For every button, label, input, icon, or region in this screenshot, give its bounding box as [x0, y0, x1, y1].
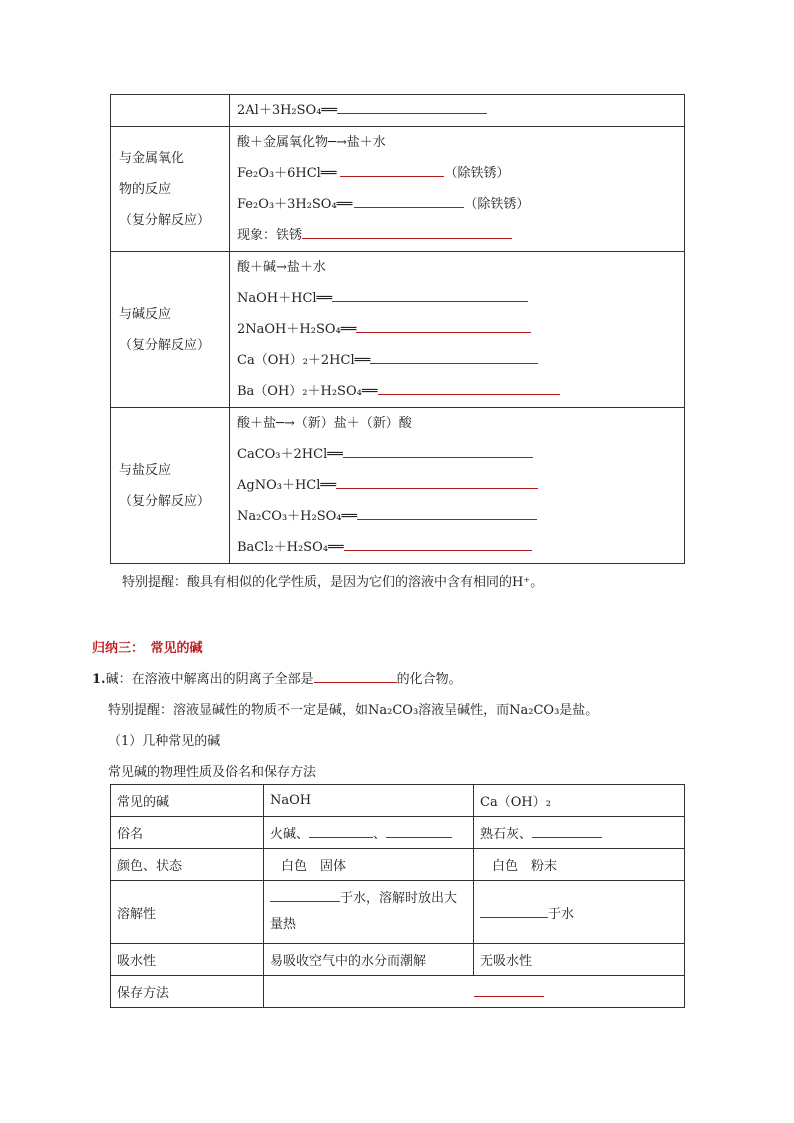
- table-row: [111, 817, 685, 849]
- row-content: [230, 95, 685, 127]
- base-definition: [92, 668, 462, 687]
- naoh-solubility: 于水，溶解时放出大 量热: [264, 881, 474, 944]
- row-label: 颜色、状态: [111, 849, 264, 881]
- row-label-empty: [111, 95, 230, 127]
- table-row: [111, 785, 685, 817]
- answer-blank[interactable]: [370, 350, 538, 364]
- row-label-base: [111, 252, 230, 408]
- storage-cell: [264, 976, 685, 1008]
- rust-note: （除铁锈）: [464, 197, 530, 212]
- rule-line: 酸＋金属氧化物─→盐＋水: [237, 135, 386, 150]
- header-cell: Ca（OH）₂: [474, 785, 685, 817]
- answer-blank[interactable]: [480, 904, 548, 918]
- row-label: 保存方法: [111, 976, 264, 1008]
- row-label-salt: [111, 408, 230, 564]
- header-cell: NaOH: [264, 785, 474, 817]
- equation-na2co3-h2so4: Na₂CO₃＋H₂SO₄══: [237, 509, 358, 524]
- answer-blank[interactable]: [302, 225, 512, 239]
- answer-blank[interactable]: [386, 824, 452, 838]
- label-line: 与金属氧化: [119, 150, 185, 166]
- table-row: [111, 127, 685, 252]
- subheading: （1）几种常见的碱: [108, 734, 221, 749]
- answer-blank[interactable]: [314, 669, 397, 683]
- base-properties-table: [110, 784, 685, 1008]
- caoh-color: 白色 粉末: [474, 849, 685, 881]
- acid-note: 特别提醒：酸具有相似的化学性质，是因为它们的溶液中含有相同的H⁺。: [122, 575, 544, 590]
- row-content: [230, 127, 685, 252]
- table-row: [111, 944, 685, 976]
- rule-line: 酸＋碱→盐＋水: [237, 260, 326, 275]
- table-row: [111, 95, 685, 127]
- equation-baoh2-h2so4: Ba（OH）₂＋H₂SO₄══: [237, 384, 378, 399]
- answer-blank[interactable]: [354, 194, 464, 208]
- caoh-names: 熟石灰、: [474, 817, 685, 849]
- equation-agno3-hcl: AgNO₃＋HCl══: [237, 478, 337, 493]
- answer-blank[interactable]: [336, 475, 538, 489]
- table-caption: 常见碱的物理性质及俗名和保存方法: [108, 765, 317, 780]
- row-content: [230, 252, 685, 408]
- naoh-water: 易吸收空气中的水分而潮解: [264, 944, 474, 976]
- label-line: 与盐反应: [119, 462, 172, 478]
- item-number: 1.: [92, 672, 106, 687]
- header-cell: 常见的碱: [111, 785, 264, 817]
- answer-blank[interactable]: [474, 983, 544, 997]
- label-line: 与碱反应: [119, 306, 172, 322]
- table-row: [111, 408, 685, 564]
- table-row: [111, 252, 685, 408]
- answer-blank[interactable]: [332, 288, 528, 302]
- base-note: 特别提醒：溶液显碱性的物质不一定是碱，如Na₂CO₃溶液呈碱性，而Na₂CO₃是盐。: [108, 703, 599, 718]
- definition-end: 的化合物。: [396, 672, 462, 687]
- rust-note: （除铁锈）: [444, 166, 510, 181]
- row-label: 吸水性: [111, 944, 264, 976]
- row-label: 俗名: [111, 817, 264, 849]
- equation-al-h2so4: 2Al＋3H₂SO₄══: [237, 103, 338, 118]
- answer-blank[interactable]: [270, 888, 340, 902]
- definition-text: 碱：在溶液中解离出的阴离子全部是: [105, 672, 314, 687]
- table-row: [111, 849, 685, 881]
- row-content: [230, 408, 685, 564]
- section-title: 归纳三： 常见的碱: [92, 641, 203, 656]
- answer-blank[interactable]: [356, 319, 531, 333]
- equation-caoh2-hcl: Ca（OH）₂＋2HCl══: [237, 353, 371, 368]
- label-line: （复分解反应）: [119, 212, 211, 228]
- table-row: [111, 881, 685, 944]
- answer-blank[interactable]: [337, 100, 487, 114]
- answer-blank[interactable]: [309, 824, 373, 838]
- equation-fe2o3-hcl: Fe₂O₃＋6HCl══: [237, 166, 337, 181]
- label-line: （复分解反应）: [119, 337, 211, 353]
- caoh-water: 无吸水性: [474, 944, 685, 976]
- equation-caco3-hcl: CaCO₃＋2HCl══: [237, 447, 343, 462]
- label-line: 物的反应: [119, 181, 172, 197]
- answer-blank[interactable]: [357, 506, 537, 520]
- rule-line: 酸＋盐─→（新）盐＋（新）酸: [237, 416, 412, 431]
- caoh-solubility: 于水: [474, 881, 685, 944]
- answer-blank[interactable]: [344, 537, 532, 551]
- label-line: （复分解反应）: [119, 493, 211, 509]
- equation-naoh-h2so4: 2NaOH＋H₂SO₄══: [237, 322, 357, 337]
- equation-fe2o3-h2so4: Fe₂O₃＋3H₂SO₄══: [237, 197, 353, 212]
- table-row: [111, 976, 685, 1008]
- answer-blank[interactable]: [343, 444, 533, 458]
- naoh-color: 白色 固体: [264, 849, 474, 881]
- row-label: 溶解性: [111, 881, 264, 944]
- answer-blank[interactable]: [532, 824, 602, 838]
- naoh-names: 火碱、 、: [264, 817, 474, 849]
- acid-properties-table: [110, 94, 685, 564]
- row-label-metal-oxide: [111, 127, 230, 252]
- answer-blank[interactable]: [340, 163, 444, 177]
- equation-naoh-hcl: NaOH＋HCl══: [237, 291, 333, 306]
- equation-bacl2-h2so4: BaCl₂＋H₂SO₄══: [237, 540, 344, 555]
- phenomenon-label: 现象：铁锈: [237, 228, 303, 243]
- answer-blank[interactable]: [378, 381, 560, 395]
